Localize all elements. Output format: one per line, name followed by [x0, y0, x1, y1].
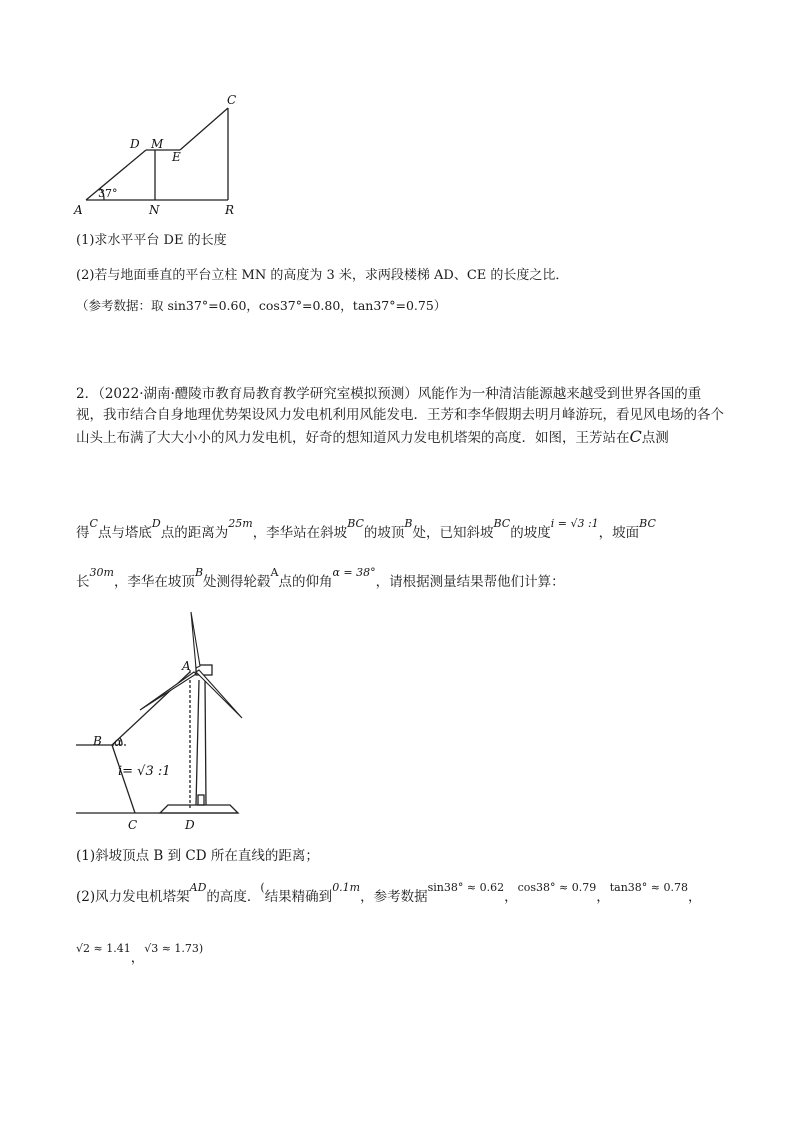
- problem2-line-4: 得$^C$点与塔底$^D$点的距离为$^{25m}$，李华站在斜坡$^{BC}$的坡顶$^B$处，已知斜坡$^{BC}$的坡度$^{i = √3 :1}$，坡面$^{BC}$: [76, 517, 656, 541]
- problem1-reference-data: （参考数据：取 sin37°=0.60，cos37°=0.80，tan37°=0.75）: [76, 298, 447, 313]
- label-D: D: [130, 137, 140, 151]
- fig2-label-C: C: [128, 818, 138, 832]
- fig2-label-alpha: α: [114, 735, 123, 749]
- label-A: A: [74, 203, 83, 217]
- label-M: M: [151, 137, 164, 151]
- problem1-question1: (1)求水平平台 DE 的长度: [76, 233, 227, 248]
- label-C: C: [227, 93, 237, 107]
- problem2-question2: (2)风力发电机塔架$^{AD}$的高度．(结果精确到$^{0.1m}$，参考数据$^{sin38^\circ \approx 0.62}$，$^{cos38^\circ \approx 0.79}$，$^{tan38^\circ \approx 0.78}$，: [76, 881, 702, 905]
- angle-label: 37°: [98, 187, 118, 200]
- problem2-line-5: 长$^{30m}$，李华在坡顶$^B$处测得轮毂$^A$点的仰角$^{\alpha = 38^\circ}$，请根据测量结果帮他们计算：: [76, 566, 565, 590]
- problem2-reference-data-2: $^{√2 \approx 1.41}$，$^{√3 \approx 1.73)}$: [76, 942, 204, 966]
- label-N: N: [149, 203, 160, 217]
- problem2-question1: (1)斜坡顶点 B 到 CD 所在直线的距离；: [76, 848, 319, 864]
- fig2-label-B: B: [93, 734, 102, 748]
- fig2-label-A: A: [182, 659, 191, 673]
- problem1-question2: (2)若与地面垂直的平台立柱 MN 的高度为 3 米，求两段楼梯 AD、CE 的长度之比．: [76, 268, 569, 283]
- label-R: R: [225, 203, 235, 217]
- label-E: E: [172, 150, 181, 164]
- figure-wind-turbine: [70, 605, 270, 835]
- point-C: C: [629, 427, 642, 446]
- figure-staircase: [70, 88, 250, 228]
- fig2-label-D: D: [185, 818, 195, 832]
- problem2-intro: 2．（2022·湖南·醴陵市教育局教育教学研究室模拟预测）风能作为一种清洁能源越来越受到世界各国的重视，我市结合自身地理优势架设风力发电机利用风能发电．王芳和李华假期去明月峰游玩，看见风电场的各个山头上布满了大大小小的风力发电机，好奇的想知道风力发电机塔架的高度．如图，王芳站在C点测: [76, 386, 724, 446]
- fig2-slope: i= √3 :1: [118, 764, 171, 779]
